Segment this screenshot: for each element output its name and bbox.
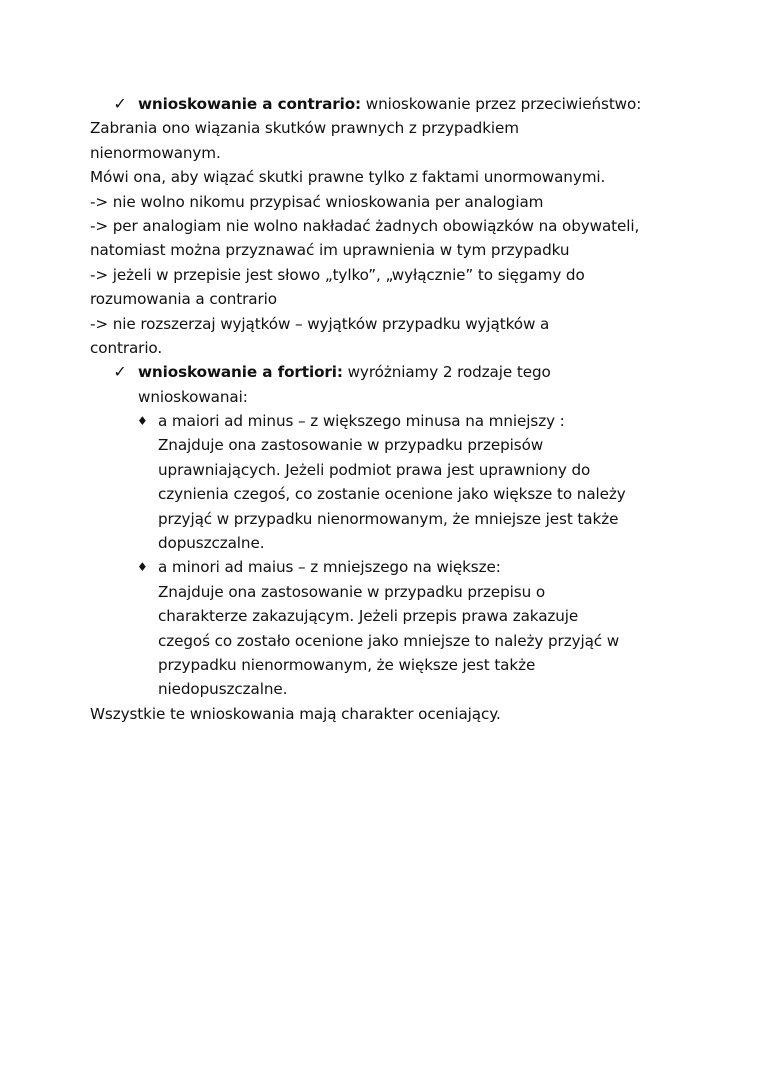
bullet-minori-line-3: czegoś co zostało ocenione jako mniejsze to należy przyjąć w — [158, 631, 620, 650]
contrario-line-4: -> nie wolno nikomu przypisać wnioskowania per analogiam — [90, 192, 544, 211]
contrario-heading-text — [138, 92, 641, 116]
diamond-bullet-icon: ♦ — [137, 414, 148, 429]
contrario-head-rest: wnioskowanie przez przeciwieństwo: — [365, 95, 642, 113]
bullet-minori-line-4: przypadku nienormowanym, że większe jest także — [158, 655, 536, 674]
contrario-term: wnioskowanie a contrario: — [138, 95, 362, 113]
bullet-maiori-title: a maiori ad minus – z większego minusa na mniejszy : — [158, 412, 565, 431]
bullet-maiori-line-4: przyjąć w przypadku nienormowanym, że mniejsze jest także — [158, 509, 619, 528]
contrario-line-3: Mówi ona, aby wiązać skutki prawne tylko z faktami unormowanymi. — [90, 168, 606, 187]
bullet-minori-line-2: charakterze zakazującym. Jeżeli przepis prawa zakazuje — [158, 607, 579, 626]
contrario-line-8: rozumowania a contrario — [90, 290, 277, 309]
contrario-line-7: -> jeżeli w przepisie jest słowo „tylko”, „wyłącznie” to sięgamy do — [90, 265, 585, 284]
contrario-line-9: -> nie rozszerzaj wyjątków – wyjątków przypadku wyjątków a — [90, 314, 550, 333]
fortiori-line-2: wnioskowanai: — [138, 387, 248, 406]
bullet-minori-line-5: niedopuszczalne. — [158, 680, 288, 699]
bullet-maiori-line-1: Znajduje ona zastosowanie w przypadku przepisów — [158, 436, 544, 455]
bullet-maiori-line-5: dopuszczalne. — [158, 534, 265, 553]
bullet-maiori-line-3: czynienia czegoś, co zostanie ocenione jako większe to należy — [158, 485, 626, 504]
document-body — [90, 92, 680, 726]
contrario-line-10: contrario. — [90, 338, 163, 357]
contrario-heading — [90, 92, 680, 116]
check-mark-icon: ✓ — [113, 362, 127, 382]
fortiori-heading — [90, 360, 680, 384]
bullet-minori-title: a minori ad maius – z mniejszego na większe: — [158, 558, 501, 577]
check-mark-icon: ✓ — [113, 94, 127, 113]
contrario-line-1: Zabrania ono wiązania skutków prawnych z przypadkiem — [90, 119, 519, 138]
conclusion-text: Wszystkie te wnioskowania mają charakter oceniający. — [90, 704, 501, 723]
contrario-line-5: -> per analogiam nie wolno nakładać żadnych obowiązków na obywateli, — [90, 216, 640, 235]
bullet-maiori-title-row — [90, 409, 680, 433]
diamond-bullet-icon: ♦ — [137, 560, 148, 575]
fortiori-term: wnioskowanie a fortiori: — [138, 363, 343, 382]
fortiori-head-rest: wyróżniamy 2 rodzaje tego — [347, 363, 551, 382]
contrario-line-6: natomiast można przyznawać im uprawnienia w tym przypadku — [90, 241, 570, 260]
contrario-line-2: nienormowanym. — [90, 143, 221, 162]
bullet-minori-line-1: Znajduje ona zastosowanie w przypadku przepisu o — [158, 582, 546, 601]
fortiori-heading-text — [138, 360, 551, 384]
bullet-minori-title-row — [90, 555, 680, 579]
bullet-maiori-line-2: uprawniających. Jeżeli podmiot prawa jest uprawniony do — [158, 460, 591, 479]
